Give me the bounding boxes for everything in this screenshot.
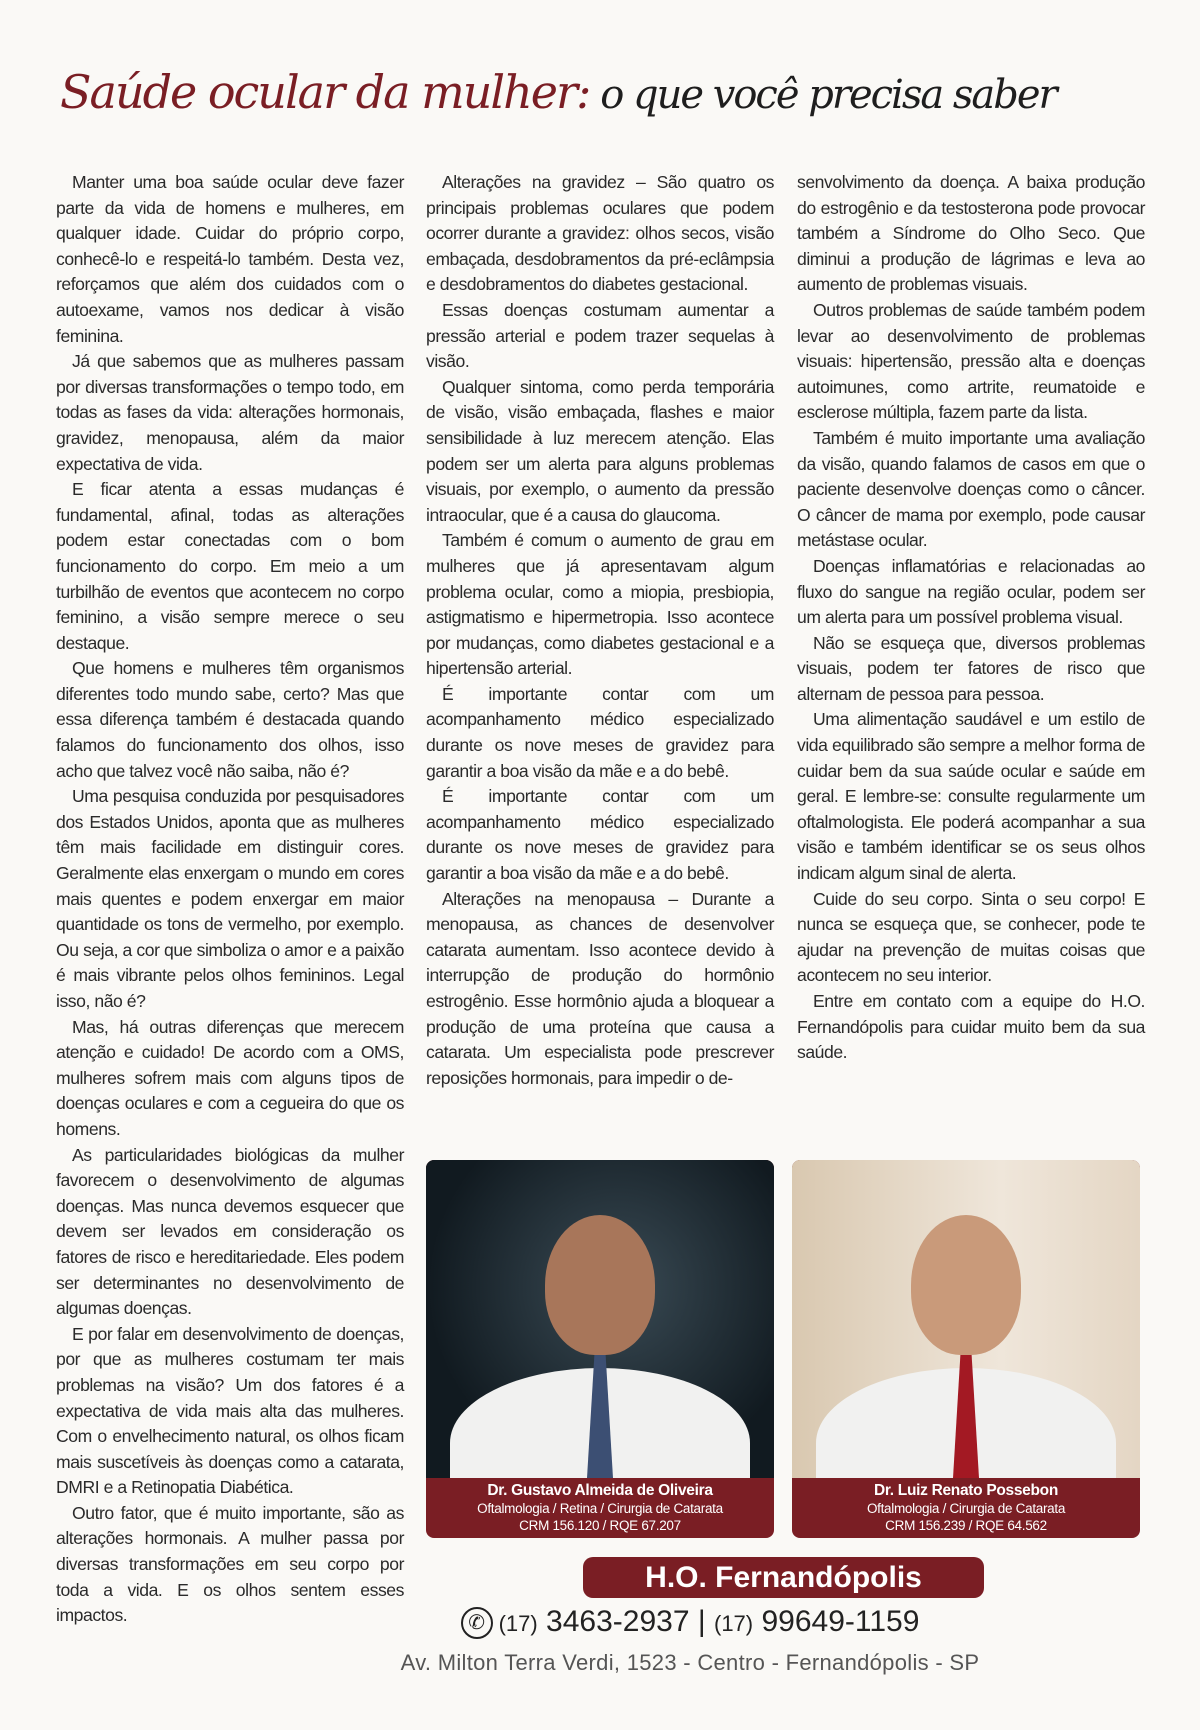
paragraph: As particularidades biológicas da mulher favorecem o desenvolvimento de algumas doenças. Mas nunca devemos esquecer que devem ser levados em consideração os fatores de risco e hereditariedade. Eles podem ser determinantes no desenvolvimento de algumas doenças. bbox=[56, 1144, 404, 1319]
address: Av. Milton Terra Verdi, 1523 - Centro - Fernandópolis - SP bbox=[400, 1650, 980, 1675]
article-column-3 bbox=[797, 170, 1145, 1066]
paragraph: Cuide do seu corpo. Sinta o seu corpo! E nunca se esqueça que, se conhecer, pode te ajudar na prevenção de muitas coisas que acontecem no seu interior. bbox=[797, 888, 1145, 986]
article-title bbox=[60, 62, 1150, 125]
paragraph: E ficar atenta a essas mudanças é fundamental, afinal, todas as alterações podem estar conectadas com o bom funcionamento do corpo. Em meio a um turbilhão de eventos que acontecem no corpo feminino, a visão sempre merece o seu destaque. bbox=[56, 479, 404, 653]
paragraph: Também é muito importante uma avaliação da visão, quando falamos de casos em que o paciente desenvolve doenças como o câncer. O câncer de mama por exemplo, pode causar metástase ocular. bbox=[797, 427, 1145, 551]
paragraph: É importante contar com um acompanhamento médico especializado durante os nove meses de gravidez para garantir a boa visão da mãe e a do bebê. bbox=[426, 786, 774, 884]
paragraph: senvolvimento da doença. A baixa produção do estrogênio e da testosterona pode provocar também a Síndrome do Olho Seco. Que diminui a produção de lágrimas e leva ao aumento de problemas visuais. bbox=[797, 172, 1145, 295]
paragraph: Manter uma boa saúde ocular deve fazer parte da vida de homens e mulheres, em qualquer idade. Cuidar do próprio corpo, conhecê-lo e respeitá-lo também. Desta vez, reforçamos que além dos cuidados com o autoexame, vamos nos dedicar à visão feminina. bbox=[56, 172, 404, 346]
article-column-1 bbox=[56, 170, 404, 1629]
phone-icon: ✆ bbox=[461, 1607, 493, 1639]
doctor-photo bbox=[426, 1160, 774, 1478]
paragraph: Outros problemas de saúde também podem levar ao desenvolvimento de problemas visuais: hipertensão, pressão alta e doenças autoimunes, como artrite, reumatoide e esclerose múltipla, fazem parte da lista. bbox=[797, 299, 1145, 423]
paragraph: Entre em contato com a equipe do H.O. Fernandópolis para cuidar muito bem da sua saúde. bbox=[797, 991, 1145, 1063]
phone-line bbox=[0, 1605, 1200, 1639]
paragraph: Não se esqueça que, diversos problemas visuais, podem ter fatores de risco que alternam de pessoa para pessoa. bbox=[797, 632, 1145, 704]
paragraph: E por falar em desenvolvimento de doenças, por que as mulheres costumam ter mais problemas na visão? Um dos fatores é a expectativa de vida mais alta das mulheres. Com o envelhecimento natural, os olhos ficam mais suscetíveis às doenças como a catarata, DMRI e a Retinopatia Diabética. bbox=[56, 1323, 404, 1498]
doctor-registry: CRM 156.239 / RQE 64.562 bbox=[885, 1518, 1047, 1533]
separator: | bbox=[697, 1605, 706, 1638]
paragraph: É importante contar com um acompanhamento médico especializado durante os nove meses de gravidez para garantir a boa visão da mãe e a do bebê. bbox=[426, 683, 774, 781]
area-code: (17) bbox=[498, 1611, 538, 1636]
paragraph: Alterações na menopausa – Durante a menopausa, as chances de desenvolver catarata aumentam. Isso acontece devido à interrupção de produção do hormônio estrogênio. Esse hormônio ajuda a bloquear a produção de uma proteína que causa a catarata. Um especialista pode prescrever reposições hormonais, para impedir o de- bbox=[426, 888, 774, 1088]
paragraph: Mas, há outras diferenças que merecem atenção e cuidado! De acordo com a OMS, mulheres sofrem mais com alguns tipos de doenças oculares e com a cegueira do que os homens. bbox=[56, 1016, 404, 1139]
paragraph: Que homens e mulheres têm organismos diferentes todo mundo sabe, certo? Mas que essa diferença também é destacada quando falamos do funcionamento dos olhos, isso acho que talvez você não saiba, não é? bbox=[56, 658, 404, 781]
paragraph: Essas doenças costumam aumentar a pressão arterial e podem trazer sequelas à visão. bbox=[426, 299, 774, 372]
doctor-card bbox=[792, 1160, 1140, 1538]
doctor-specialty: Oftalmologia / Retina / Cirurgia de Catarata bbox=[477, 1501, 723, 1516]
area-code: (17) bbox=[714, 1611, 754, 1636]
title-part1: Saúde ocular da mulher: bbox=[60, 65, 590, 119]
doctor-registry: CRM 156.120 / RQE 67.207 bbox=[519, 1518, 681, 1533]
paragraph: Outro fator, que é muito importante, são as alterações hormonais. A mulher passa por diversas transformações em seu corpo por toda a vida. E os olhos sentem esses impactos. bbox=[56, 1502, 404, 1626]
doctor-specialty: Oftalmologia / Cirurgia de Catarata bbox=[866, 1501, 1066, 1516]
paragraph: Alterações na gravidez – São quatro os principais problemas oculares que podem ocorrer durante a gravidez: olhos secos, visão embaçada, desdobramentos da pré-eclâmpsia e desdobramentos do diabetes gestacional. bbox=[426, 172, 774, 295]
paragraph: Uma alimentação saudável e um estilo de vida equilibrado são sempre a melhor forma de cuidar bem da sua saúde ocular e saúde em geral. E lembre-se: consulte regularmente um oftalmologista. Ele poderá acompanhar a sua visão e também identificar se os seus olhos indicam algum sinal de alerta. bbox=[797, 709, 1145, 884]
doctor-card bbox=[426, 1160, 774, 1538]
doctor-name: Dr. Gustavo Almeida de Oliveira bbox=[487, 1482, 713, 1499]
doctor-name: Dr. Luiz Renato Possebon bbox=[874, 1482, 1058, 1499]
title-part2: o que você precisa saber bbox=[600, 72, 1056, 118]
paragraph: Também é comum o aumento de grau em mulheres que já apresentavam algum problema ocular, como a miopia, presbiopia, astigmatismo e hipermetropia. Isso acontece por mudanças, como diabetes gestacional e a hipertensão arterial. bbox=[426, 530, 774, 679]
article-column-2 bbox=[426, 170, 774, 1091]
doctor-photo bbox=[792, 1160, 1140, 1478]
paragraph: Doenças inflamatórias e relacionadas ao fluxo do sangue na região ocular, podem ser um alerta para um possível problema visual. bbox=[797, 555, 1145, 628]
paragraph: Uma pesquisa conduzida por pesquisadores dos Estados Unidos, aponta que as mulheres têm mais facilidade em distinguir cores. Geralmente elas enxergam o mundo em cores mais quentes e podem enxergar em maior quantidade os tons de vermelho, por exemplo. Ou seja, a cor que simboliza o amor e a paixão é mais vibrante pelos olhos femininos. Legal isso, não é? bbox=[56, 786, 404, 1011]
phone-number-1: 3463-2937 bbox=[546, 1605, 690, 1638]
paragraph: Qualquer sintoma, como perda temporária de visão, visão embaçada, flashes e maior sensibilidade à luz merecem atenção. Elas podem ser um alerta para alguns problemas visuais, por exemplo, o aumento da pressão intraocular, que é a causa do glaucoma. bbox=[426, 376, 774, 525]
clinic-brand: H.O. Fernandópolis bbox=[583, 1557, 984, 1598]
paragraph: Já que sabemos que as mulheres passam por diversas transformações o tempo todo, em todas as fases da vida: alterações hormonais, gravidez, menopausa, além da maior expectativa de vida. bbox=[56, 351, 404, 474]
phone-number-2: 99649-1159 bbox=[761, 1605, 920, 1638]
